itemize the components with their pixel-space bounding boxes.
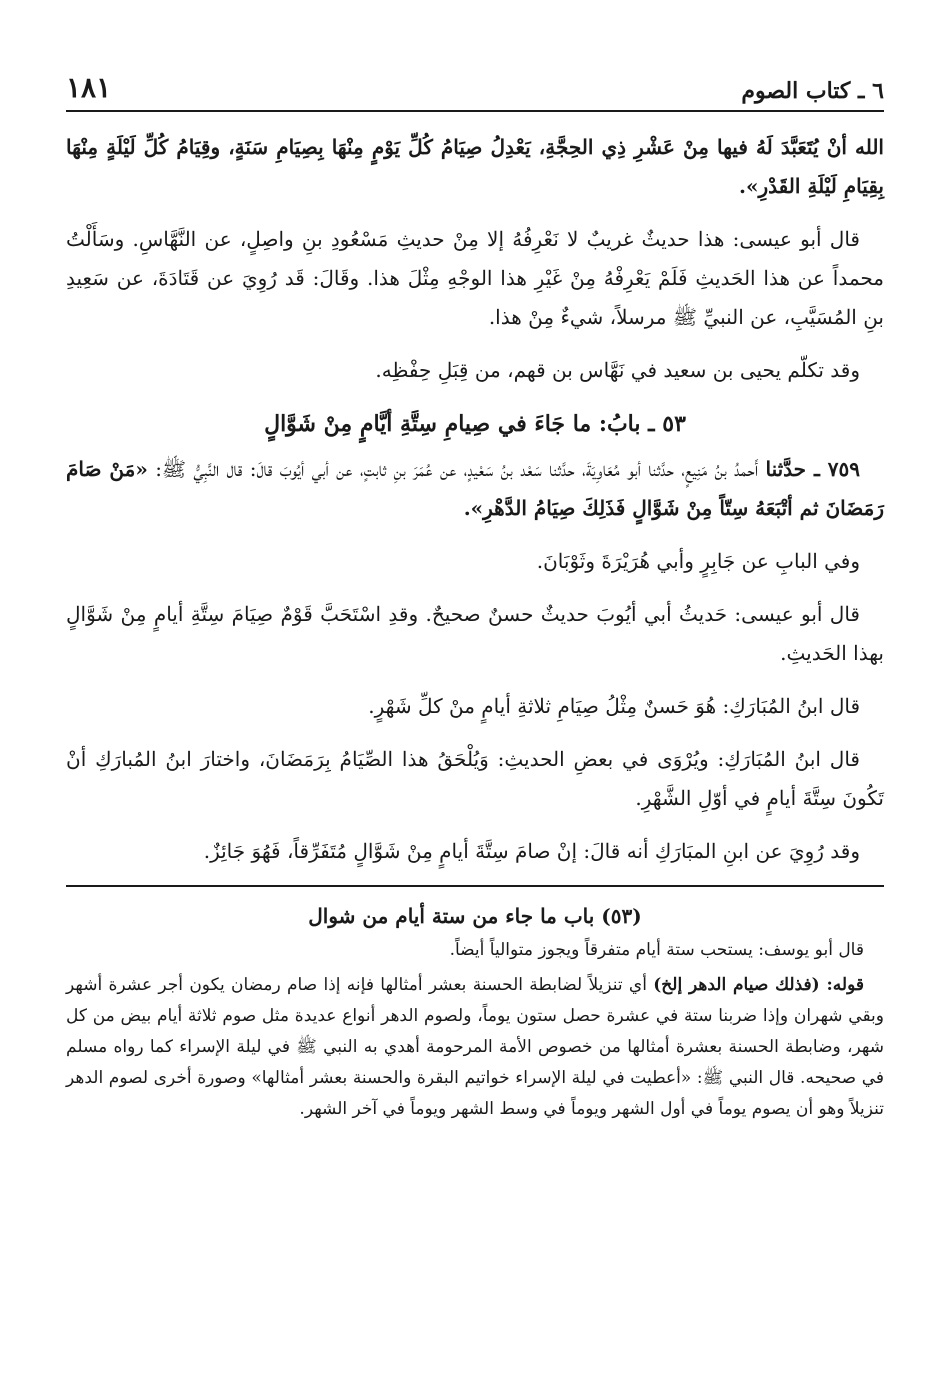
footnote-commentary — [66, 970, 884, 1125]
page-number: ١٨١ — [66, 71, 112, 104]
footnote-abu-yusuf: قال أبو يوسف: يستحب ستة أيام متفرقاً ويجوز متوالياً أيضاً. — [449, 940, 864, 960]
paragraph-yahya-note: وقد تكلّم يحيى بن سعيد في نَهَّاس بن قهم، من قِبَلِ حِفْظِه. — [375, 358, 860, 382]
footnote-commentary-text: أي تنزيلاً لضابطة الحسنة بعشر أمثالها فإنه إذا صام رمضان يكون أجر عشرة أشهر وبقي شهران وإذا ضربنا ستة في عشرة حصل ستون يوماً، ولصوم الدهر أنواع عديدة مثل صوم ثلاثة أيام بيض من كل شهر، وضابطة الحسنة بعشرة أمثالها من خصوص الأمة المرحومة أهدي به النبي ﷺ في ليلة الإسراء كما رواه مسلم في صحيحه. قال النبي ﷺ: «أعطيت في ليلة الإسراء خواتيم البقرة والحسنة بعشر أمثالها» وصورة أخرى لصوم الدهر تنزيلاً وهو أن يصوم يوماً في أول الشهر ويوماً في وسط الشهر ويوماً في آخر الشهر. — [66, 975, 884, 1119]
paragraph-hadith-continuation: الله أنْ يُتَعَبَّدَ لَهُ فيها مِنْ عَشْرِ ذِي الحِجَّةِ، يَعْدِلُ صِيَامُ كُلِّ يَوْمٍ مِنْهَا بِصِيَامِ سَنَةٍ، وقِيَامُ كُلِّ لَيْلَةٍ مِنْهَا بِقِيَامِ لَيْلَةِ القَدْرِ». — [66, 135, 884, 198]
hadith-chain: أَحمدُ بنُ مَنِيعٍ، حدَّثنا أبو مُعَاوِيَةَ، حدَّثنا سَعْد بنُ سَعْيدٍ، عن عُمَرَ بنِ ثابتٍ، عن أبي أيُوبَ قالَ: قال النَّبِيُّ ﷺ: — [155, 457, 759, 481]
footnote-divider — [66, 885, 884, 887]
chapter-heading: ٥٣ ـ بابُ: ما جَاءَ في صِيامِ سِتَّةِ أيَّامٍ مِنْ شَوَّالٍ — [264, 411, 686, 437]
paragraph-hadith-759 — [66, 450, 884, 528]
paragraph-ibn-mubarak-2: قال ابنُ المُبَارَكِ: ويُرْوَى في بعضِ الحديثِ: وَيُلْحَقُ هذا الصِّيَامُ بِرَمَضَانَ، واختارَ ابنُ المُبارَكِ أنْ تَكُونَ سِتَّةَ أيامٍ في أوّلِ الشَّهْرِ. — [66, 747, 884, 810]
paragraph-ibn-mubarak-1: قال ابنُ المُبَارَكِ: هُوَ حَسنٌ مِثْلُ صِيَامِ ثلاثةِ أيامٍ منْ كلِّ شَهْرٍ. — [368, 694, 860, 718]
hadith-number: ٧٥٩ ـ حدَّثنا — [765, 457, 861, 481]
hadith-quote: «مَنْ صَامَ رَمَضَانَ ثم أتْبَعَهُ سِتّاً مِنْ شَوَّالٍ فَذَلِكَ صِيَامُ الدَّهْرِ». — [66, 457, 884, 520]
paragraph-ibn-mubarak-3: وقد رُوِيَ عن ابنِ المبَارَكِ أنه قالَ: إنْ صامَ سِتَّةَ أيامٍ مِنْ شَوَّالٍ مُتَفَرِّقاً، فَهُوَ جَائِزٌ. — [203, 839, 860, 863]
page-header — [66, 62, 884, 112]
footnote-heading: (٥٣) باب ما جاء من ستة أيام من شوال — [308, 904, 642, 928]
running-title: ٦ ـ كتاب الصوم — [741, 78, 884, 104]
footnotes-section — [66, 899, 884, 1125]
paragraph-bab-references: وفي البابِ عن جَابِرٍ وأبي هُرَيْرَةَ وثَوْبَانَ. — [536, 549, 860, 573]
paragraph-abu-isa-comment: قال أبو عيسى: هذا حديثٌ غريبٌ لا نَعْرِفُهُ إلا مِنْ حديثِ مَسْعُودِ بنِ واصِلٍ، عن النَّهَّاسِ. وسَأَلْتُ محمداً عن هذا الحَديثِ فَلَمْ يَعْرِفْهُ مِنْ غَيْرِ هذا الوجْهِ مِثْلَ هذا. وقَالَ: قَد رُوِيَ عن قَتَادَةَ، عن سَعِيدِ بنِ المُسَيَّبِ، عن النبيِّ ﷺ مرسلاً، شيءٌ مِنْ هذا. — [66, 227, 884, 329]
footnote-commentary-label: قوله: (فذلك صيام الدهر إلخ) — [653, 975, 864, 995]
main-text — [66, 128, 884, 871]
paragraph-hadith-grading: قال أبو عيسى: حَديثُ أبي أيُوبَ حديثٌ حسنٌ صحيحٌ. وقدِ اسْتَحَبَّ قَوْمٌ صِيَامَ سِتَّةِ أيامٍ مِنْ شَوَّالٍ بهذا الحَديثِ. — [66, 602, 884, 665]
